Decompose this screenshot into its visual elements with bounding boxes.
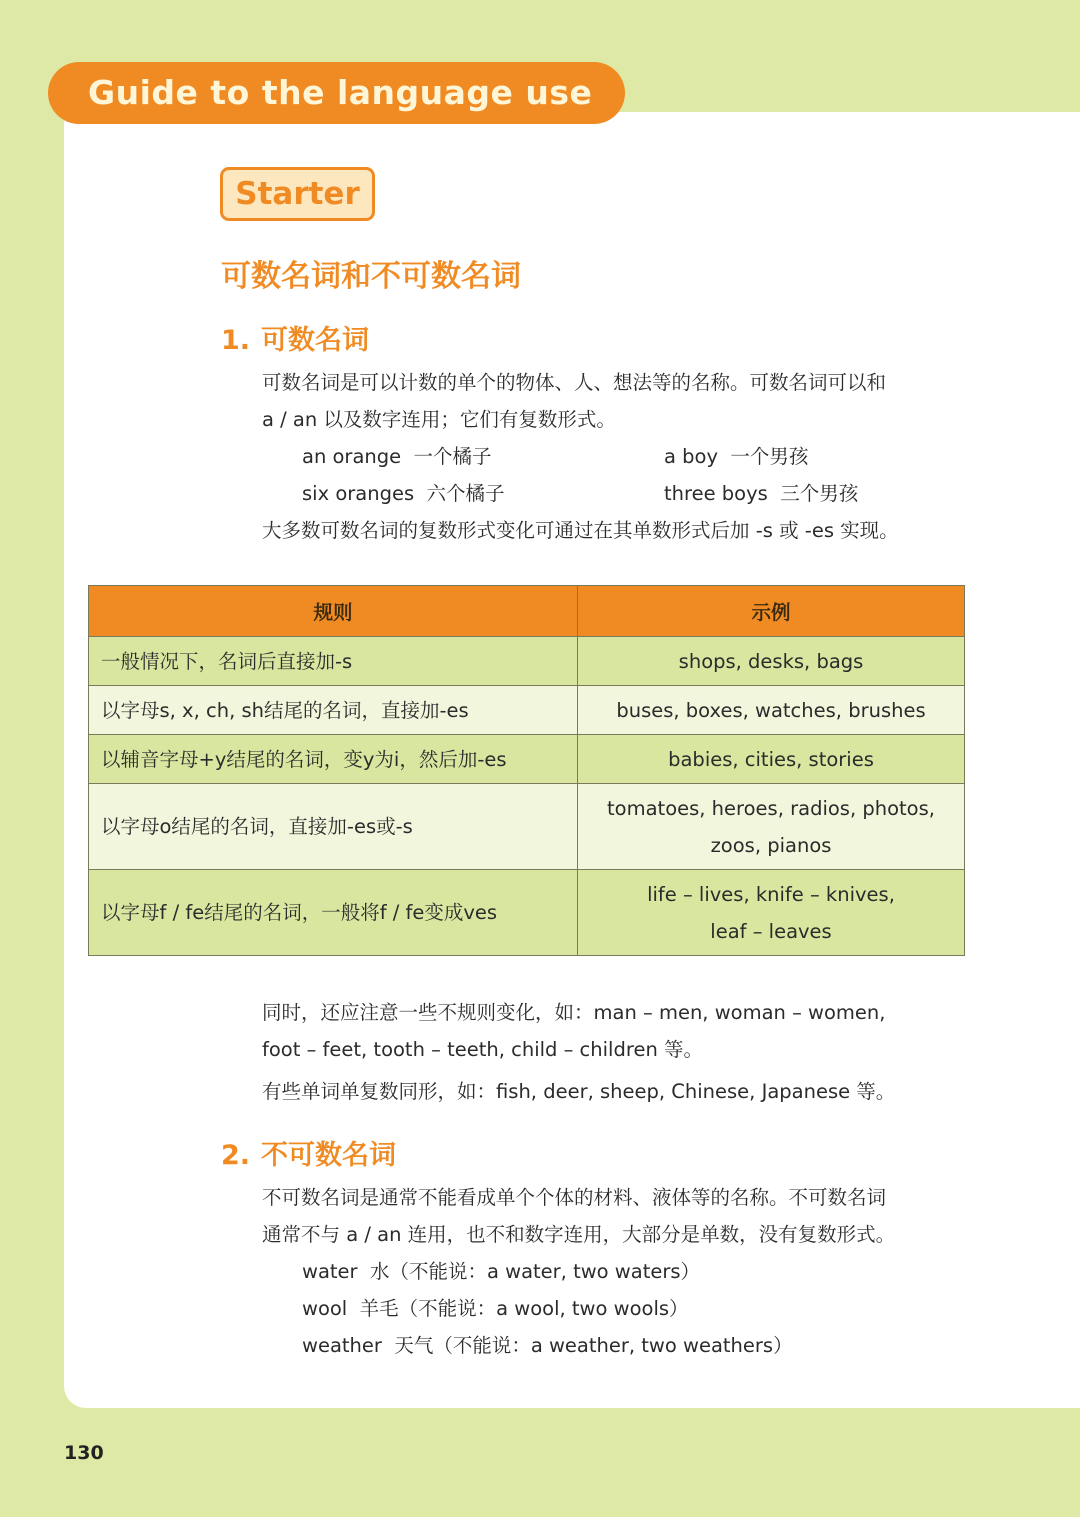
rule-cell: 一般情况下，名词后直接加-s [89, 637, 578, 686]
table-header-row [89, 586, 965, 637]
example-cell [578, 870, 965, 956]
header-example: 示例 [578, 586, 965, 637]
heading-text: 可数名词 [261, 325, 369, 356]
example-item [664, 438, 808, 475]
uncountable-desc-line1: 不可数名词是通常不能看成单个个体的材料、液体等的名称。不可数名词 [262, 1186, 887, 1209]
example-item [302, 438, 492, 475]
example-en: an orange [302, 445, 402, 468]
example-cell [578, 784, 965, 870]
section-title: 可数名词和不可数名词 [221, 259, 521, 294]
heading-text: 不可数名词 [261, 1140, 396, 1171]
example-en: three boys [664, 482, 768, 505]
example-zh: 羊毛（不能说：a wool, two wools） [359, 1297, 689, 1320]
example-cell [578, 735, 965, 784]
example-en: wool [302, 1297, 348, 1320]
example-line: babies, cities, stories [668, 747, 874, 771]
example-item [664, 475, 858, 512]
starter-label: Starter [220, 167, 375, 221]
countable-desc-line2: a / an 以及数字连用；它们有复数形式。 [262, 408, 616, 431]
example-line: leaf – leaves [710, 919, 832, 943]
plural-note: 大多数可数名词的复数形式变化可通过在其单数形式后加 -s 或 -es 实现。 [262, 519, 899, 542]
rule-cell: 以字母o结尾的名词，直接加-es或-s [89, 784, 578, 870]
uncountable-heading [221, 1136, 396, 1176]
example-item [302, 1290, 689, 1327]
table-row [89, 686, 965, 735]
rule-cell: 以字母f / fe结尾的名词，一般将f / fe变成ves [89, 870, 578, 956]
table-row [89, 870, 965, 956]
countable-desc-line1: 可数名词是可以计数的单个的物体、人、想法等的名称。可数名词可以和 [262, 371, 887, 394]
example-line: zoos, pianos [710, 833, 832, 857]
example-en: six oranges [302, 482, 415, 505]
table-row [89, 784, 965, 870]
example-zh: 三个男孩 [780, 482, 859, 505]
example-item [302, 1327, 793, 1364]
page-number: 130 [64, 1442, 104, 1464]
example-en: a boy [664, 445, 718, 468]
example-zh: 一个男孩 [730, 445, 809, 468]
example-zh: 六个橘子 [426, 482, 505, 505]
section-banner: Guide to the language use [48, 62, 625, 124]
irregular-line3: 有些单词单复数同形，如：fish, deer, sheep, Chinese, Japanese 等。 [262, 1080, 896, 1103]
example-line: life – lives, knife – knives, [647, 882, 895, 906]
example-zh: 一个橘子 [413, 445, 492, 468]
example-zh: 水（不能说：a water, two waters） [369, 1260, 701, 1283]
example-en: weather [302, 1334, 382, 1357]
header-rule: 规则 [89, 586, 578, 637]
uncountable-desc-line2: 通常不与 a / an 连用，也不和数字连用，大部分是单数，没有复数形式。 [262, 1223, 896, 1246]
irregular-line2: foot – feet, tooth – teeth, child – children 等。 [262, 1038, 703, 1061]
plural-rules-table [88, 585, 965, 956]
rule-cell: 以字母s, x, ch, sh结尾的名词，直接加-es [89, 686, 578, 735]
countable-heading [221, 321, 369, 361]
table-row [89, 735, 965, 784]
example-cell [578, 686, 965, 735]
example-cell [578, 637, 965, 686]
table-row [89, 637, 965, 686]
example-item [302, 475, 505, 512]
example-item [302, 1253, 700, 1290]
example-line: shops, desks, bags [678, 649, 864, 673]
irregular-line1: 同时，还应注意一些不规则变化，如：man – men, woman – women, [262, 1001, 886, 1024]
example-line: tomatoes, heroes, radios, photos, [607, 796, 935, 820]
heading-number: 1. [221, 325, 251, 356]
example-zh: 天气（不能说：a weather, two weathers） [394, 1334, 793, 1357]
rule-cell: 以辅音字母+y结尾的名词，变y为i，然后加-es [89, 735, 578, 784]
example-line: buses, boxes, watches, brushes [616, 698, 926, 722]
heading-number: 2. [221, 1140, 251, 1171]
example-en: water [302, 1260, 358, 1283]
